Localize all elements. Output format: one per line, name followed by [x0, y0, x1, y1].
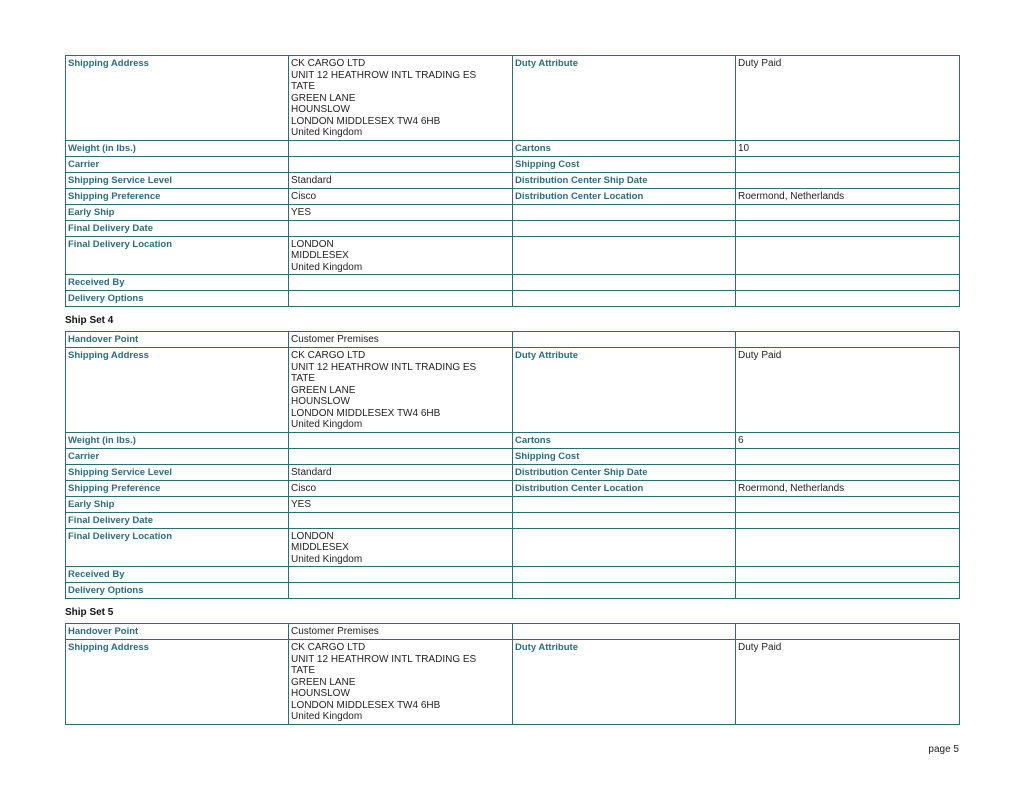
duty-attribute-value: Duty Paid: [736, 348, 960, 433]
address-line: GREEN LANE: [291, 384, 356, 396]
shipping-address-value: [289, 56, 513, 141]
final-delivery-location-value: [289, 528, 513, 567]
field-label: Final Delivery Date: [66, 512, 289, 528]
field-label: Duty Attribute: [513, 640, 736, 725]
handover-point-value: Customer Premises: [289, 624, 513, 640]
address-line: UNIT 12 HEATHROW INTL TRADING ES: [291, 653, 477, 665]
address-line: TATE: [291, 81, 316, 92]
table-row: [66, 56, 960, 141]
empty-cell: [513, 583, 736, 599]
empty-cell: [513, 567, 736, 583]
empty-cell: [736, 512, 960, 528]
empty-cell: [513, 496, 736, 512]
ship-set-5-table: [65, 623, 960, 725]
field-label: Shipping Address: [66, 640, 289, 725]
field-label: Shipping Cost: [513, 156, 736, 172]
final-delivery-date-value: [289, 512, 513, 528]
address-line: United Kingdom: [291, 711, 363, 722]
delivery-options-value: [289, 291, 513, 307]
field-label: Final Delivery Location: [66, 528, 289, 567]
address-line: United Kingdom: [291, 261, 363, 273]
received-by-value: [289, 275, 513, 291]
address-line: LONDON: [291, 530, 334, 542]
address-line: LONDON MIDDLESEX TW4 6HB: [291, 407, 441, 419]
shipping-preference-value: Cisco: [289, 480, 513, 496]
empty-cell: [736, 275, 960, 291]
empty-cell: [736, 220, 960, 236]
shipping-preference-value: Cisco: [289, 188, 513, 204]
empty-cell: [736, 236, 960, 275]
empty-cell: [736, 528, 960, 567]
field-label: Handover Point: [66, 332, 289, 348]
field-label: Shipping Address: [66, 348, 289, 433]
ship-set-3-table: [65, 55, 960, 307]
table-row: [66, 188, 960, 204]
field-label: Received By: [66, 567, 289, 583]
table-row: [66, 567, 960, 583]
duty-attribute-value: Duty Paid: [736, 640, 960, 725]
table-row: [66, 291, 960, 307]
table-row: [66, 140, 960, 156]
weight-value: [289, 140, 513, 156]
carrier-value: [289, 156, 513, 172]
duty-attribute-value: Duty Paid: [736, 56, 960, 141]
empty-cell: [736, 567, 960, 583]
address-line: HOUNSLOW: [291, 396, 350, 407]
table-row: [66, 512, 960, 528]
field-label: Weight (in lbs.): [66, 140, 289, 156]
service-level-value: Standard: [289, 172, 513, 188]
table-row: [66, 583, 960, 599]
ship-set-4-title: Ship Set 4: [65, 315, 114, 326]
table-row: [66, 432, 960, 448]
table-row: [66, 275, 960, 291]
empty-cell: [736, 624, 960, 640]
empty-cell: [736, 204, 960, 220]
ship-set-4-table: [65, 331, 960, 599]
address-line: United Kingdom: [291, 553, 363, 565]
empty-cell: [513, 512, 736, 528]
field-label: Distribution Center Ship Date: [513, 172, 736, 188]
empty-cell: [513, 332, 736, 348]
address-line: United Kingdom: [291, 127, 363, 138]
cartons-value: 10: [736, 140, 960, 156]
table-row: [66, 496, 960, 512]
empty-cell: [513, 291, 736, 307]
cartons-value: 6: [736, 432, 960, 448]
empty-cell: [513, 236, 736, 275]
field-label: Shipping Address: [66, 56, 289, 141]
table-row: [66, 348, 960, 433]
field-label: Shipping Cost: [513, 448, 736, 464]
empty-cell: [736, 583, 960, 599]
empty-cell: [736, 496, 960, 512]
field-label: Distribution Center Location: [513, 480, 736, 496]
shipping-address-value: [289, 640, 513, 725]
empty-cell: [736, 291, 960, 307]
table-row: [66, 332, 960, 348]
empty-cell: [513, 275, 736, 291]
field-label: Shipping Service Level: [66, 172, 289, 188]
empty-cell: [513, 204, 736, 220]
address-line: HOUNSLOW: [291, 104, 350, 115]
delivery-options-value: [289, 583, 513, 599]
ship-set-5-title: Ship Set 5: [65, 607, 114, 618]
field-label: Distribution Center Ship Date: [513, 464, 736, 480]
table-row: [66, 156, 960, 172]
field-label: Distribution Center Location: [513, 188, 736, 204]
address-line: CK CARGO LTD: [291, 642, 366, 653]
field-label: Cartons: [513, 140, 736, 156]
early-ship-value: YES: [289, 496, 513, 512]
address-line: TATE: [291, 373, 316, 384]
handover-point-value: Customer Premises: [289, 332, 513, 348]
address-line: LONDON MIDDLESEX TW4 6HB: [291, 115, 441, 127]
empty-cell: [513, 220, 736, 236]
received-by-value: [289, 567, 513, 583]
table-row: [66, 172, 960, 188]
address-line: United Kingdom: [291, 419, 363, 430]
table-row: [66, 528, 960, 567]
shipping-cost-value: [736, 156, 960, 172]
address-line: CK CARGO LTD: [291, 58, 366, 69]
table-row: [66, 236, 960, 275]
field-label: Early Ship: [66, 496, 289, 512]
table-row: [66, 204, 960, 220]
address-line: GREEN LANE: [291, 92, 356, 104]
field-label: Handover Point: [66, 624, 289, 640]
table-row: [66, 624, 960, 640]
dc-location-value: Roermond, Netherlands: [736, 480, 960, 496]
table-row: [66, 448, 960, 464]
shipping-address-value: [289, 348, 513, 433]
field-label: Duty Attribute: [513, 348, 736, 433]
address-line: UNIT 12 HEATHROW INTL TRADING ES: [291, 361, 477, 373]
dc-location-value: Roermond, Netherlands: [736, 188, 960, 204]
empty-cell: [736, 332, 960, 348]
table-row: [66, 480, 960, 496]
field-label: Cartons: [513, 432, 736, 448]
field-label: Delivery Options: [66, 291, 289, 307]
empty-cell: [513, 624, 736, 640]
address-line: LONDON MIDDLESEX TW4 6HB: [291, 699, 441, 711]
address-line: TATE: [291, 665, 316, 676]
field-label: Weight (in lbs.): [66, 432, 289, 448]
field-label: Shipping Preference: [66, 480, 289, 496]
address-line: MIDDLESEX: [291, 250, 349, 261]
early-ship-value: YES: [289, 204, 513, 220]
address-line: CK CARGO LTD: [291, 350, 366, 361]
service-level-value: Standard: [289, 464, 513, 480]
field-label: Carrier: [66, 448, 289, 464]
field-label: Early Ship: [66, 204, 289, 220]
document-page: [65, 55, 959, 725]
address-line: LONDON: [291, 238, 334, 250]
carrier-value: [289, 448, 513, 464]
field-label: Final Delivery Location: [66, 236, 289, 275]
field-label: Shipping Preference: [66, 188, 289, 204]
final-delivery-date-value: [289, 220, 513, 236]
weight-value: [289, 432, 513, 448]
dc-ship-date-value: [736, 172, 960, 188]
address-line: HOUNSLOW: [291, 688, 350, 699]
final-delivery-location-value: [289, 236, 513, 275]
field-label: Received By: [66, 275, 289, 291]
table-row: [66, 640, 960, 725]
field-label: Delivery Options: [66, 583, 289, 599]
field-label: Carrier: [66, 156, 289, 172]
shipping-cost-value: [736, 448, 960, 464]
page-number: page 5: [928, 744, 959, 755]
address-line: UNIT 12 HEATHROW INTL TRADING ES: [291, 69, 477, 81]
empty-cell: [513, 528, 736, 567]
dc-ship-date-value: [736, 464, 960, 480]
address-line: GREEN LANE: [291, 676, 356, 688]
address-line: MIDDLESEX: [291, 542, 349, 553]
field-label: Duty Attribute: [513, 56, 736, 141]
table-row: [66, 464, 960, 480]
field-label: Shipping Service Level: [66, 464, 289, 480]
table-row: [66, 220, 960, 236]
field-label: Final Delivery Date: [66, 220, 289, 236]
